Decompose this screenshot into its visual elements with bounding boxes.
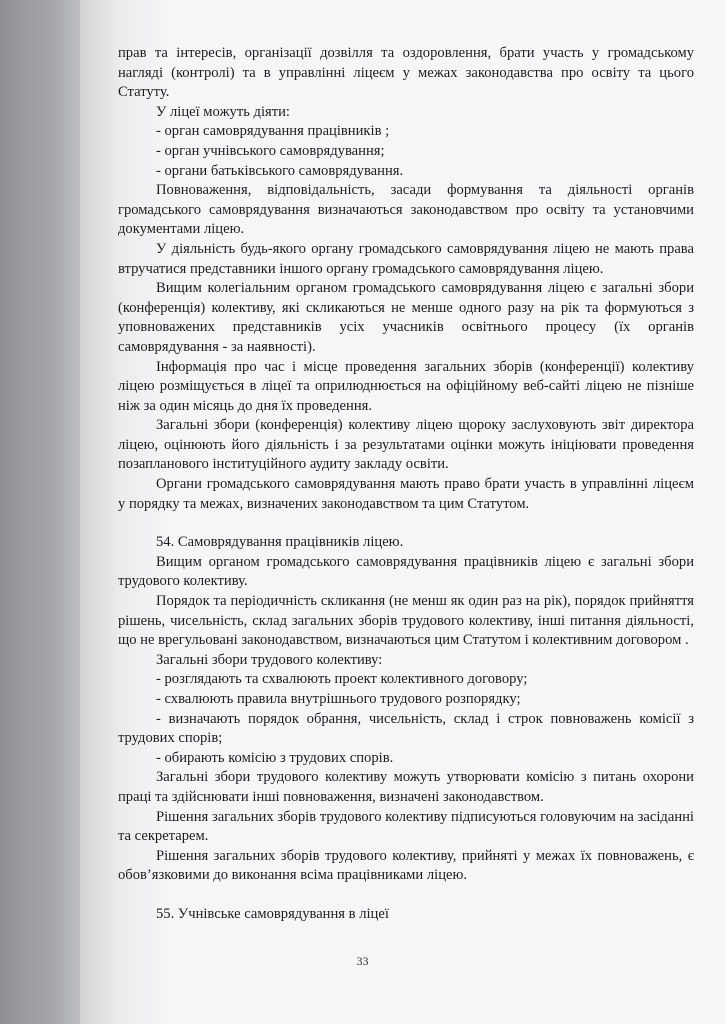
paragraph: Загальні збори трудового колективу: (156, 651, 383, 668)
list-item: - орган учнівського самоврядування; (156, 142, 385, 159)
paragraph: Інформація про час і місце проведення загальних зборів (конференції) колективу ліцею розміщується в ліцеї та оприлюднюється на офіційному веб-сайті ліцею не пізніше ніж за один місяць до дня їх проведення. (118, 358, 694, 414)
paragraph: Порядок та періодичність скликання (не менш як один раз на рік), порядок прийняття рішень, чисельність, склад загальних зборів трудового колективу, інші питання діяльності, що не врегульовані законодавством, визначаються цим Статутом і колективним договором . (118, 593, 694, 649)
paragraph: Загальні збори (конференція) колективу ліцею щороку заслуховують звіт директора ліцею, оцінюють його діяльність і за результатами оцінки можуть ініціювати проведення позапланового інституційного аудиту закладу освіти. (118, 417, 694, 473)
paragraph-gap (118, 886, 694, 905)
list-item: - обирають комісію з трудових спорів. (156, 749, 394, 766)
list-item: - орган самоврядування працівників ; (156, 123, 390, 140)
paragraph: 54. Самоврядування працівників ліцею. (156, 534, 404, 551)
paragraph: Загальні збори трудового колективу можуть утворювати комісію з питань охорони праці та здійснювати інші повноваження, визначені законодавством. (118, 769, 694, 805)
paragraph: Органи громадського самоврядування мають право брати участь в управлінні ліцеєм у порядку та межах, визначених законодавством та цим Статутом. (118, 476, 694, 512)
paragraph: У ліцеї можуть діяти: (156, 103, 290, 120)
page-number: 33 (356, 954, 369, 968)
paragraph: Вищим колегіальним органом громадського самоврядування ліцею є загальні збори (конференція) колективу, які скликаються не менше одного разу на рік та формуються з уповноважених представників усіх учасників освітнього процесу (їх органів самоврядування - за наявності). (118, 280, 694, 355)
paragraph: Вищим органом громадського самоврядування працівників ліцею є загальні збори трудового колективу. (118, 553, 694, 590)
paragraph-continuation: прав та інтересів, організації дозвілля та оздоровлення, брати участь у громадському нагляді (контролі) та в управлінні ліцеєм у межах законодавства про освіту та цього Статуту. (118, 45, 694, 101)
paragraph: У діяльність будь-якого органу громадського самоврядування ліцею не мають права втручатися представники іншого органу громадського самоврядування ліцею. (118, 240, 694, 277)
list-item: - схвалюють правила внутрішнього трудового розпорядку; (156, 691, 521, 707)
paragraph: 55. Учнівське самоврядування в ліцеї (156, 905, 389, 922)
list-item: - визначають порядок обрання, чисельність, склад і строк повноважень комісії з трудових спорів; (118, 710, 694, 747)
list-item: - органи батьківського самоврядування. (156, 162, 404, 179)
paragraph: Повноваження, відповідальність, засади формування та діяльності органів громадського самоврядування визначаються законодавством про освіту та установчими документами ліцею. (118, 182, 694, 238)
paragraph: Рішення загальних зборів трудового колективу, прийняті у межах їх повноважень, є обов’язковими до виконання всіма працівниками ліцею. (118, 847, 694, 884)
document-body (118, 44, 694, 925)
paragraph-gap (118, 514, 694, 533)
paragraph: Рішення загальних зборів трудового колективу підписуються головуючим на засіданні та секретарем. (118, 808, 694, 845)
scanner-shadow (0, 0, 92, 1024)
list-item: - розглядають та схвалюють проект колективного договору; (156, 671, 528, 688)
